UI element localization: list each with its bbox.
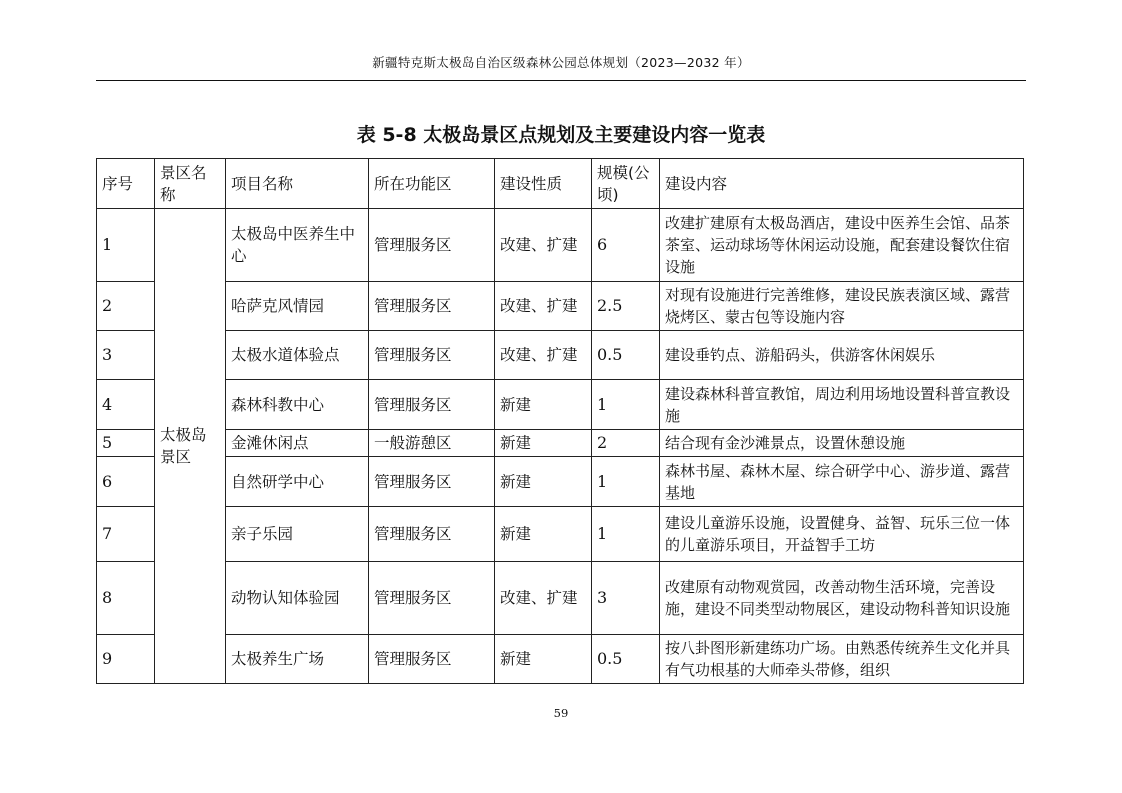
construction-nature: 改建、扩建: [495, 562, 592, 635]
function-zone: 管理服务区: [369, 562, 495, 635]
col-header-scale: 规模(公顷): [592, 159, 660, 209]
function-zone: 管理服务区: [369, 457, 495, 507]
col-header-nature: 建设性质: [495, 159, 592, 209]
table-row: [97, 562, 1024, 635]
construction-content: 建设儿童游乐设施，设置健身、益智、玩乐三位一体的儿童游乐项目，开益智手工坊: [660, 507, 1024, 562]
scale-value: 1: [592, 507, 660, 562]
header-row: [97, 159, 1024, 209]
project-name: 森林科教中心: [226, 380, 369, 430]
construction-nature: 新建: [495, 430, 592, 457]
project-name: 自然研学中心: [226, 457, 369, 507]
construction-nature: 改建、扩建: [495, 282, 592, 331]
project-name: 亲子乐园: [226, 507, 369, 562]
running-header: 新疆特克斯太极岛自治区级森林公园总体规划（2023—2032 年）: [372, 55, 750, 70]
col-header-content: 建设内容: [660, 159, 1024, 209]
scale-value: 2: [592, 430, 660, 457]
function-zone: 一般游憩区: [369, 430, 495, 457]
function-zone: 管理服务区: [369, 209, 495, 282]
col-header-zone: 所在功能区: [369, 159, 495, 209]
row-no: 4: [97, 380, 155, 430]
construction-nature: 改建、扩建: [495, 209, 592, 282]
table-row: [97, 282, 1024, 331]
scale-value: 1: [592, 457, 660, 507]
scale-value: 3: [592, 562, 660, 635]
project-name: 太极养生广场: [226, 635, 369, 684]
row-no: 6: [97, 457, 155, 507]
scale-value: 6: [592, 209, 660, 282]
table-row: [97, 507, 1024, 562]
construction-nature: 新建: [495, 635, 592, 684]
construction-content: 改建扩建原有太极岛酒店，建设中医养生会馆、品茶茶室、运动球场等休闲运动设施，配套建设餐饮住宿设施: [660, 209, 1024, 282]
construction-nature: 新建: [495, 507, 592, 562]
col-header-project: 项目名称: [226, 159, 369, 209]
table-row: [97, 209, 1024, 282]
project-name: 太极岛中医养生中心: [226, 209, 369, 282]
scenic-area-cell: 太极岛景区: [155, 209, 226, 684]
construction-content: 建设森林科普宣教馆，周边利用场地设置科普宣教设施: [660, 380, 1024, 430]
planning-table: [96, 158, 1024, 684]
construction-content: 对现有设施进行完善维修，建设民族表演区域、露营烧烤区、蒙古包等设施内容: [660, 282, 1024, 331]
construction-content: 改建原有动物观赏园，改善动物生活环境，完善设施，建设不同类型动物展区，建设动物科普知识设施: [660, 562, 1024, 635]
function-zone: 管理服务区: [369, 380, 495, 430]
row-no: 3: [97, 331, 155, 380]
scale-value: 2.5: [592, 282, 660, 331]
function-zone: 管理服务区: [369, 635, 495, 684]
construction-nature: 新建: [495, 457, 592, 507]
project-name: 太极水道体验点: [226, 331, 369, 380]
row-no: 2: [97, 282, 155, 331]
function-zone: 管理服务区: [369, 282, 495, 331]
header-rule: [96, 80, 1026, 81]
project-name: 动物认知体验园: [226, 562, 369, 635]
construction-content: 结合现有金沙滩景点，设置休憩设施: [660, 430, 1024, 457]
table-row: [97, 331, 1024, 380]
construction-content: 按八卦图形新建练功广场。由熟悉传统养生文化并具有气功根基的大师牵头带修，组织: [660, 635, 1024, 684]
page-number: 59: [553, 706, 569, 720]
table-row: [97, 380, 1024, 430]
construction-content: 森林书屋、森林木屋、综合研学中心、游步道、露营基地: [660, 457, 1024, 507]
col-header-scenic-area: 景区名称: [155, 159, 226, 209]
construction-content: 建设垂钓点、游船码头，供游客休闲娱乐: [660, 331, 1024, 380]
scale-value: 0.5: [592, 635, 660, 684]
table-row: [97, 635, 1024, 684]
project-name: 哈萨克风情园: [226, 282, 369, 331]
construction-nature: 改建、扩建: [495, 331, 592, 380]
scale-value: 1: [592, 380, 660, 430]
table-row: [97, 457, 1024, 507]
function-zone: 管理服务区: [369, 507, 495, 562]
row-no: 8: [97, 562, 155, 635]
row-no: 7: [97, 507, 155, 562]
table-row: [97, 430, 1024, 457]
table-title: 表 5-8 太极岛景区点规划及主要建设内容一览表: [356, 124, 766, 146]
project-name: 金滩休闲点: [226, 430, 369, 457]
row-no: 5: [97, 430, 155, 457]
construction-nature: 新建: [495, 380, 592, 430]
function-zone: 管理服务区: [369, 331, 495, 380]
row-no: 9: [97, 635, 155, 684]
col-header-no: 序号: [97, 159, 155, 209]
row-no: 1: [97, 209, 155, 282]
scale-value: 0.5: [592, 331, 660, 380]
